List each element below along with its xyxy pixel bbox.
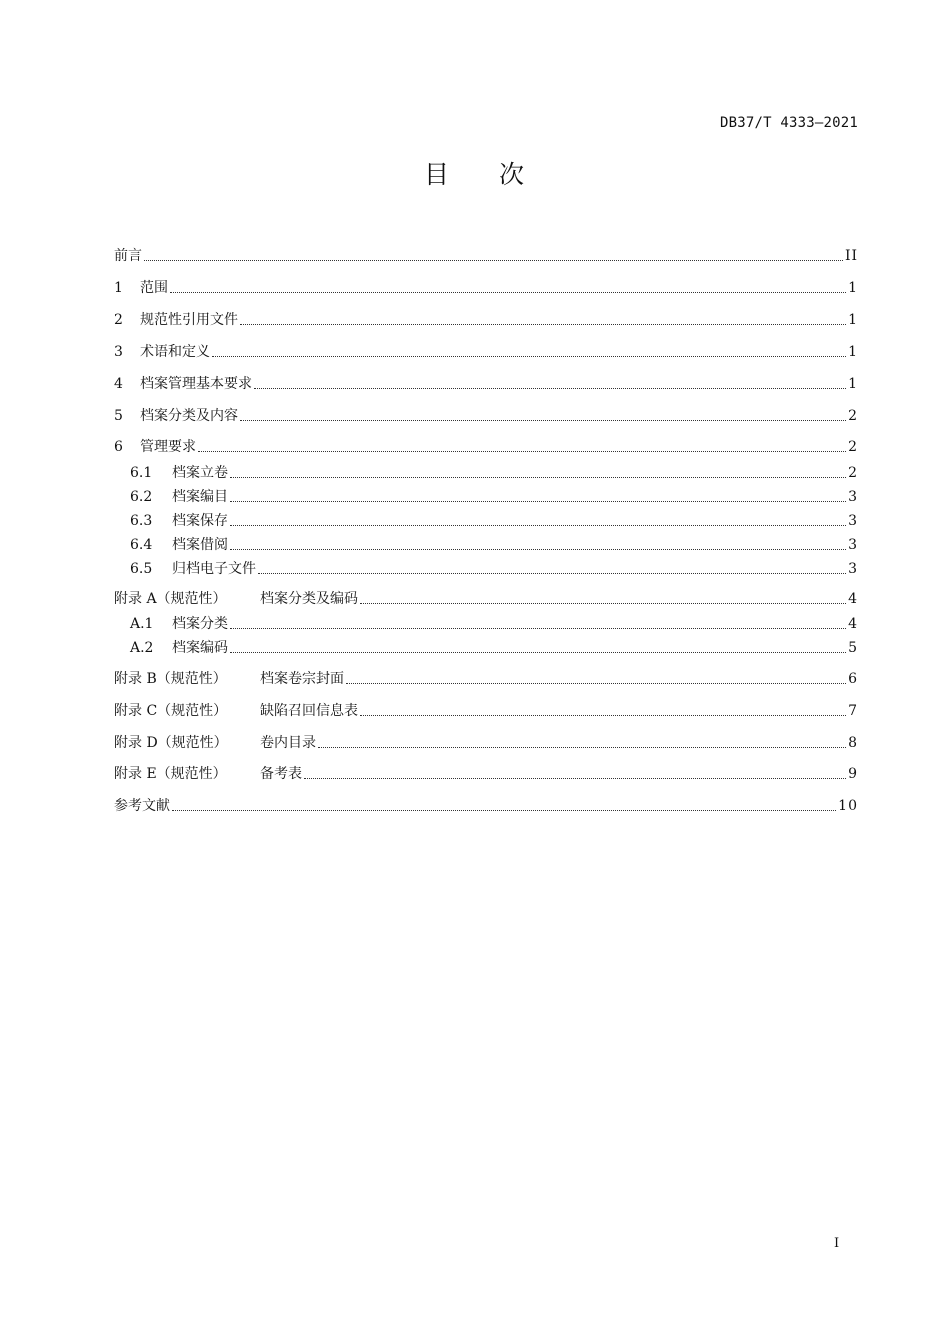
toc-entry-bibliography[interactable] xyxy=(114,796,858,816)
toc-entry-page: 3 xyxy=(848,489,858,505)
toc-entry-page: 3 xyxy=(848,561,858,577)
toc-leader-dots xyxy=(230,627,846,629)
toc-leader-dots xyxy=(230,651,846,653)
document-code: DB37/T 4333—2021 xyxy=(719,115,858,131)
toc-entry-label: 范围 xyxy=(140,280,168,296)
toc-entry-page: 1 xyxy=(848,344,858,360)
toc-leader-dots xyxy=(230,476,846,478)
toc-entry-page: 2 xyxy=(848,439,858,455)
toc-entry-label: 卷内目录 xyxy=(260,735,316,751)
toc-entry-page: II xyxy=(844,248,858,264)
toc-entry-page: 6 xyxy=(848,671,858,687)
toc-entry-label: 规范性引用文件 xyxy=(140,312,238,328)
toc-leader-dots xyxy=(346,682,846,684)
toc-entry-label: 档案卷宗封面 xyxy=(260,671,344,687)
toc-entry-page: 1 xyxy=(848,376,858,392)
toc-entry-page: 1 xyxy=(848,280,858,296)
toc-entry-page: 8 xyxy=(848,735,858,751)
toc-entry-number: 附录 C（规范性） xyxy=(114,703,228,719)
toc-entry-label: 档案分类 xyxy=(172,616,228,632)
toc-leader-dots xyxy=(254,387,846,389)
toc-entry-number: 6.1 xyxy=(130,465,153,481)
toc-entry-label: 管理要求 xyxy=(140,439,196,455)
toc-entry-page: 2 xyxy=(848,408,858,424)
toc-entry-label: 档案编码 xyxy=(172,640,228,656)
toc-entry-classification[interactable] xyxy=(114,406,858,426)
title-char-2: 次 xyxy=(499,160,527,189)
toc-entry-6-3[interactable] xyxy=(130,511,858,531)
toc-entry-label: 参考文献 xyxy=(114,798,170,814)
toc-entry-number: 附录 A（规范性） xyxy=(114,591,227,607)
toc-entry-page: 1 xyxy=(848,312,858,328)
title-char-1: 目 xyxy=(423,160,451,189)
toc-leader-dots xyxy=(258,572,846,574)
toc-leader-dots xyxy=(230,548,846,550)
toc-entry-number: 6.3 xyxy=(130,513,153,529)
toc-entry-number: 6.5 xyxy=(130,561,153,577)
toc-entry-appendix-a[interactable] xyxy=(114,589,858,609)
toc-entry-number: 4 xyxy=(114,376,123,392)
page-title xyxy=(0,155,950,191)
toc-entry-foreword[interactable] xyxy=(114,246,858,266)
toc-entry-basic-requirements[interactable] xyxy=(114,374,858,394)
toc-entry-label: 术语和定义 xyxy=(140,344,210,360)
toc-leader-dots xyxy=(360,714,846,716)
toc-entry-label: 档案保存 xyxy=(172,513,228,529)
toc-entry-label: 前言 xyxy=(114,248,142,264)
toc-entry-terms[interactable] xyxy=(114,342,858,362)
toc-entry-number: 附录 E（规范性） xyxy=(114,766,227,782)
toc-entry-appendix-c[interactable] xyxy=(114,701,858,721)
toc-leader-dots xyxy=(170,291,846,293)
toc-entry-page: 7 xyxy=(848,703,858,719)
toc-entry-appendix-d[interactable] xyxy=(114,733,858,753)
toc-entry-6-2[interactable] xyxy=(130,487,858,507)
toc-entry-number: 2 xyxy=(114,312,123,328)
toc-entry-management[interactable] xyxy=(114,437,858,457)
toc-entry-number: 5 xyxy=(114,408,123,424)
toc-leader-dots xyxy=(230,500,846,502)
toc-entry-label: 档案分类及内容 xyxy=(140,408,238,424)
toc-leader-dots xyxy=(144,259,843,261)
toc-entry-a-1[interactable] xyxy=(130,614,858,634)
toc-entry-appendix-b[interactable] xyxy=(114,669,858,689)
toc-entry-a-2[interactable] xyxy=(130,638,858,658)
toc-leader-dots xyxy=(212,355,846,357)
toc-leader-dots xyxy=(198,450,846,452)
toc-entry-6-1[interactable] xyxy=(130,463,858,483)
toc-entry-page: 4 xyxy=(848,591,858,607)
toc-entry-label: 备考表 xyxy=(260,766,302,782)
toc-leader-dots xyxy=(230,524,846,526)
toc-entry-page: 5 xyxy=(848,640,858,656)
toc-leader-dots xyxy=(318,746,846,748)
toc-entry-number: A.1 xyxy=(130,616,154,632)
toc-entry-6-5[interactable] xyxy=(130,559,858,579)
toc-entry-label: 档案编目 xyxy=(172,489,228,505)
toc-entry-number: A.2 xyxy=(130,640,154,656)
toc-entry-number: 3 xyxy=(114,344,123,360)
toc-entry-page: 3 xyxy=(848,513,858,529)
toc-leader-dots xyxy=(360,602,846,604)
toc-leader-dots xyxy=(172,809,836,811)
toc-leader-dots xyxy=(240,323,846,325)
toc-entry-6-4[interactable] xyxy=(130,535,858,555)
page-number: I xyxy=(834,1236,840,1251)
toc-entry-label: 档案立卷 xyxy=(172,465,228,481)
toc-entry-number: 1 xyxy=(114,280,123,296)
toc-entry-page: 2 xyxy=(848,465,858,481)
toc-entry-number: 附录 B（规范性） xyxy=(114,671,227,687)
toc-entry-number: 附录 D（规范性） xyxy=(114,735,228,751)
toc-leader-dots xyxy=(240,419,846,421)
toc-entry-number: 6 xyxy=(114,439,123,455)
toc-entry-label: 档案管理基本要求 xyxy=(140,376,252,392)
toc-entry-appendix-e[interactable] xyxy=(114,764,858,784)
toc-entry-page: 3 xyxy=(848,537,858,553)
toc-entry-page: 4 xyxy=(848,616,858,632)
toc-entry-page: 10 xyxy=(838,798,858,814)
toc-entry-page: 9 xyxy=(848,766,858,782)
toc-entry-normative-references[interactable] xyxy=(114,310,858,330)
toc-entry-scope[interactable] xyxy=(114,278,858,298)
toc-entry-label: 缺陷召回信息表 xyxy=(260,703,358,719)
toc-entry-label: 档案借阅 xyxy=(172,537,228,553)
toc-entry-label: 归档电子文件 xyxy=(172,561,256,577)
toc-entry-number: 6.4 xyxy=(130,537,153,553)
toc-leader-dots xyxy=(304,777,846,779)
toc-entry-number: 6.2 xyxy=(130,489,153,505)
toc-entry-label: 档案分类及编码 xyxy=(260,591,358,607)
